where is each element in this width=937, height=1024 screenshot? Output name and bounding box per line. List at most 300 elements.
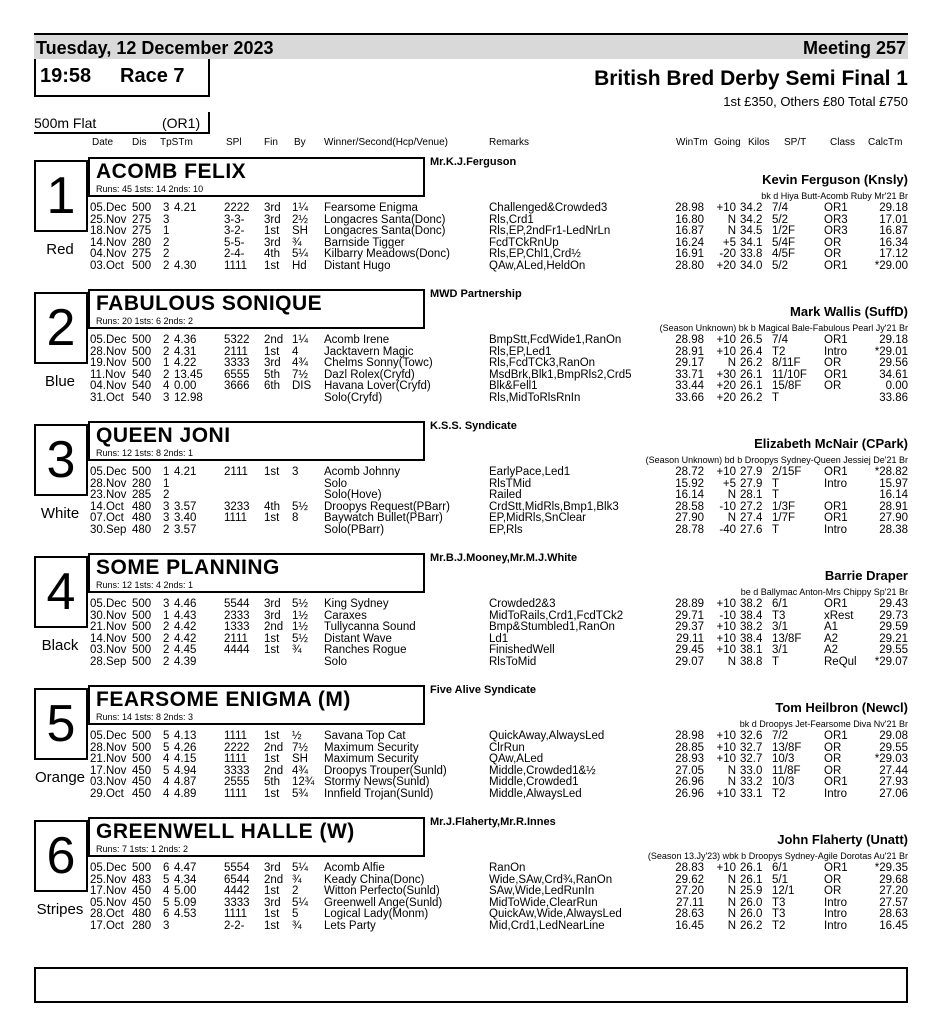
form-date: 28.Nov bbox=[90, 741, 127, 754]
form-by: 5½ bbox=[292, 598, 308, 610]
form-calc: *28.82 bbox=[874, 466, 908, 478]
form-dis: 280 bbox=[132, 477, 152, 490]
form-by: SH bbox=[292, 753, 308, 766]
form-cls: Intro bbox=[824, 919, 848, 932]
trap-number: 1 bbox=[46, 167, 76, 225]
form-win: Solo(PBarr) bbox=[324, 523, 385, 536]
form-cls: OR bbox=[824, 380, 842, 393]
form-by: 3 bbox=[292, 466, 299, 478]
form-fin: 3rd bbox=[264, 236, 281, 249]
form-trap: 2 bbox=[163, 345, 170, 358]
form-dis: 275 bbox=[132, 225, 152, 238]
form-date: 04.Nov bbox=[90, 248, 127, 261]
dog-name-box bbox=[88, 289, 425, 329]
form-spl: 1111 bbox=[224, 512, 248, 525]
form-date: 05.Dec bbox=[90, 466, 127, 478]
form-wt: 33.66 bbox=[675, 391, 704, 404]
form-fin: 2nd bbox=[264, 621, 284, 634]
form-calc: 27.57 bbox=[879, 896, 908, 909]
form-sp: T bbox=[772, 523, 780, 536]
form-row bbox=[34, 393, 908, 405]
form-lines bbox=[34, 467, 908, 537]
form-spl: 2555 bbox=[224, 776, 250, 789]
form-cls: OR1 bbox=[824, 776, 848, 789]
col-by: By bbox=[294, 137, 306, 148]
form-win: Maximum Security bbox=[324, 753, 419, 766]
form-spl: 1111 bbox=[224, 908, 248, 921]
form-wt: 28.80 bbox=[675, 259, 704, 272]
form-dis: 483 bbox=[132, 873, 152, 886]
form-win: Baywatch Bullet(PBarr) bbox=[324, 512, 443, 525]
form-sp: T3 bbox=[772, 609, 786, 622]
form-sp: 10/3 bbox=[772, 753, 795, 766]
form-wt: 16.14 bbox=[675, 489, 704, 502]
form-calc: 27.44 bbox=[879, 764, 908, 777]
form-sp: 7/4 bbox=[772, 202, 788, 214]
form-stm: 4.89 bbox=[174, 787, 197, 800]
trap-colour: White bbox=[40, 505, 80, 522]
form-wt: 28.93 bbox=[675, 753, 704, 766]
form-date: 21.Nov bbox=[90, 753, 127, 766]
form-go: +10 bbox=[716, 598, 736, 610]
form-by: ¾ bbox=[292, 919, 302, 932]
form-win: Tullycanna Sound bbox=[324, 621, 416, 634]
form-stm: 4.26 bbox=[174, 741, 197, 754]
form-fin: 1st bbox=[264, 787, 280, 800]
form-date: 25.Nov bbox=[90, 873, 127, 886]
form-cls: OR1 bbox=[824, 512, 848, 525]
form-kg: 34.5 bbox=[740, 225, 763, 238]
race-time: 19:58 bbox=[40, 65, 92, 87]
form-rem: Crowded2&3 bbox=[489, 598, 556, 610]
form-date: 17.Oct bbox=[90, 919, 124, 932]
form-wt: 16.24 bbox=[675, 236, 704, 249]
form-fin: 1st bbox=[264, 632, 280, 645]
form-wt: 29.45 bbox=[675, 644, 704, 657]
form-go: N bbox=[727, 489, 736, 502]
form-go: +30 bbox=[716, 368, 736, 381]
form-trap: 4 bbox=[163, 787, 170, 800]
form-spl: 1111 bbox=[224, 259, 248, 272]
form-go: N bbox=[727, 919, 736, 932]
dog-name-box bbox=[88, 553, 425, 593]
form-trap: 3 bbox=[163, 391, 170, 404]
form-kg: 26.2 bbox=[740, 391, 763, 404]
form-wt: 28.98 bbox=[675, 202, 704, 214]
form-date: 28.Oct bbox=[90, 908, 124, 921]
form-wt: 29.07 bbox=[675, 655, 704, 668]
dog-name-box bbox=[88, 817, 425, 857]
form-wt: 28.72 bbox=[675, 466, 704, 478]
form-calc: 29.73 bbox=[879, 609, 908, 622]
form-trap: 6 bbox=[163, 862, 170, 874]
form-stm: 4.87 bbox=[174, 776, 197, 789]
form-calc: 29.59 bbox=[879, 621, 908, 634]
form-wt: 28.85 bbox=[675, 741, 704, 754]
form-stm: 4.21 bbox=[174, 202, 197, 214]
form-win: Acomb Johnny bbox=[324, 466, 401, 478]
form-fin: 3rd bbox=[264, 202, 281, 214]
form-by: ¾ bbox=[292, 873, 302, 886]
form-dis: 540 bbox=[132, 391, 152, 404]
form-kg: 26.1 bbox=[740, 368, 763, 381]
form-win: Droopys Request(PBarr) bbox=[324, 500, 450, 513]
form-rem: Wide,SAw,Crd¾,RanOn bbox=[489, 873, 613, 886]
form-wt: 28.98 bbox=[675, 334, 704, 346]
form-trap: 2 bbox=[163, 621, 170, 634]
form-go: +10 bbox=[716, 787, 736, 800]
form-wt: 28.89 bbox=[675, 598, 704, 610]
form-date: 30.Nov bbox=[90, 609, 127, 622]
form-trap: 3 bbox=[163, 598, 170, 610]
form-row bbox=[34, 789, 908, 801]
form-cls: OR bbox=[824, 753, 842, 766]
form-sp: T2 bbox=[772, 345, 786, 358]
form-rem: Bmp&Stumbled1,RanOn bbox=[489, 621, 615, 634]
form-dis: 280 bbox=[132, 919, 152, 932]
form-rem: Rls,EP,Led1 bbox=[489, 345, 552, 358]
form-go: +5 bbox=[722, 236, 736, 249]
form-kg: 38.4 bbox=[740, 632, 763, 645]
form-by: DIS bbox=[292, 380, 312, 393]
form-sp: 6/1 bbox=[772, 598, 788, 610]
form-wt: 29.11 bbox=[676, 632, 704, 645]
form-lines bbox=[34, 335, 908, 405]
form-calc: 15.97 bbox=[879, 477, 908, 490]
form-date: 31.Oct bbox=[90, 391, 124, 404]
meeting-number: Meeting 257 bbox=[802, 38, 906, 58]
form-dis: 500 bbox=[132, 334, 152, 346]
owner: Mr.J.Flaherty,Mr.R.Innes bbox=[430, 816, 556, 828]
form-cls: xRest bbox=[824, 609, 854, 622]
form-dis: 450 bbox=[132, 885, 152, 898]
form-stm: 5.00 bbox=[174, 885, 197, 898]
form-rem: QuickAw,Wide,AlwaysLed bbox=[489, 908, 622, 921]
form-spl: 5554 bbox=[224, 862, 250, 874]
form-sp: 5/2 bbox=[772, 213, 788, 226]
form-wt: 27.11 bbox=[676, 896, 704, 909]
col-class: Class bbox=[830, 137, 856, 148]
form-spl: 2333 bbox=[224, 609, 250, 622]
form-wt: 28.58 bbox=[675, 500, 704, 513]
form-rem: EP,MidRls,SnClear bbox=[489, 512, 586, 525]
form-fin: 1st bbox=[264, 259, 280, 272]
form-date: 17.Nov bbox=[90, 885, 127, 898]
col-calctm: CalcTm bbox=[868, 137, 903, 148]
form-go: +10 bbox=[716, 345, 736, 358]
form-fin: 2nd bbox=[264, 873, 284, 886]
form-cls: OR1 bbox=[824, 598, 848, 610]
form-sp: T2 bbox=[772, 919, 786, 932]
form-by: ¾ bbox=[292, 644, 302, 657]
form-wt: 28.63 bbox=[675, 908, 704, 921]
form-wt: 29.37 bbox=[675, 621, 704, 634]
form-wt: 29.71 bbox=[675, 609, 704, 622]
form-trap: 2 bbox=[163, 334, 170, 346]
form-date: 07.Oct bbox=[90, 512, 124, 525]
form-trap: 2 bbox=[163, 655, 170, 668]
form-row bbox=[34, 203, 908, 215]
form-sp: 6/1 bbox=[772, 862, 788, 874]
form-kg: 26.0 bbox=[740, 908, 763, 921]
form-date: 28.Nov bbox=[90, 477, 127, 490]
form-wt: 16.91 bbox=[675, 248, 704, 261]
trap-colour: Orange bbox=[34, 769, 86, 786]
form-kg: 28.1 bbox=[740, 489, 763, 502]
form-dis: 540 bbox=[132, 380, 152, 393]
dog-name: QUEEN JONI bbox=[96, 424, 231, 447]
form-rem: MidToRails,Crd1,FcdTCk2 bbox=[489, 609, 624, 622]
form-calc: 29.08 bbox=[879, 730, 908, 742]
form-rem: Ld1 bbox=[489, 632, 509, 645]
form-win: Solo bbox=[324, 477, 348, 490]
col-date: Date bbox=[92, 137, 114, 148]
form-cls: OR bbox=[824, 357, 842, 370]
form-wt: 27.90 bbox=[675, 512, 704, 525]
form-rem: Challenged&Crowded3 bbox=[489, 202, 608, 214]
form-stm: 5.09 bbox=[174, 896, 197, 909]
form-by: 5¼ bbox=[292, 248, 308, 261]
form-wt: 16.80 bbox=[675, 213, 704, 226]
form-go: N bbox=[727, 225, 736, 238]
form-cls: OR3 bbox=[824, 225, 848, 238]
trainer: Mark Wallis (SuffD) bbox=[790, 304, 908, 319]
form-sp: 13/8F bbox=[772, 741, 802, 754]
form-by: 1½ bbox=[292, 621, 308, 634]
form-fin: 3rd bbox=[264, 896, 281, 909]
form-kg: 26.4 bbox=[740, 345, 763, 358]
form-calc: *29.03 bbox=[874, 753, 908, 766]
form-spl: 3333 bbox=[224, 764, 250, 777]
form-win: Solo(Hove) bbox=[324, 489, 382, 502]
form-win: King Sydney bbox=[324, 598, 389, 610]
form-kg: 27.6 bbox=[740, 523, 763, 536]
col-winner: Winner/Second(Hcp/Venue) bbox=[324, 137, 448, 148]
form-trap: 3 bbox=[163, 512, 170, 525]
breeding: (Season Unknown) bd b Droopys Sydney-Queen Jessiej De'21 Br bbox=[645, 455, 908, 465]
form-kg: 27.9 bbox=[740, 477, 763, 490]
meeting-header-bar bbox=[34, 33, 908, 59]
form-kg: 34.0 bbox=[740, 259, 763, 272]
form-sp: 7/4 bbox=[772, 334, 788, 346]
form-calc: 29.68 bbox=[879, 873, 908, 886]
form-rem: Rls,Crd1 bbox=[489, 213, 534, 226]
form-spl: 3-3- bbox=[224, 213, 245, 226]
trap-colour: Red bbox=[46, 241, 74, 258]
col-kilos: Kilos bbox=[748, 137, 770, 148]
form-cls: Intro bbox=[824, 908, 848, 921]
form-calc: 0.00 bbox=[885, 380, 908, 393]
form-cls: Intro bbox=[824, 477, 848, 490]
owner: K.S.S. Syndicate bbox=[430, 420, 517, 432]
form-cls: Intro bbox=[824, 896, 848, 909]
form-dis: 480 bbox=[132, 500, 152, 513]
form-dis: 500 bbox=[132, 741, 152, 754]
form-calc: 27.93 bbox=[879, 776, 908, 789]
form-trap: 3 bbox=[163, 500, 170, 513]
form-stm: 4.21 bbox=[174, 466, 197, 478]
form-trap: 2 bbox=[163, 523, 170, 536]
form-sp: T bbox=[772, 655, 780, 668]
form-kg: 38.1 bbox=[740, 644, 763, 657]
form-rem: Blk&Fell1 bbox=[489, 380, 538, 393]
race-prizes: 1st £350, Others £80 Total £750 bbox=[723, 94, 908, 109]
form-go: +10 bbox=[716, 621, 736, 634]
form-rem: QuickAway,AlwaysLed bbox=[489, 730, 605, 742]
form-calc: 29.18 bbox=[879, 202, 908, 214]
form-trap: 4 bbox=[163, 380, 170, 393]
form-win: Witton Perfecto(Sunld) bbox=[324, 885, 440, 898]
form-fin: 1st bbox=[264, 345, 280, 358]
form-trap: 2 bbox=[163, 489, 170, 502]
form-fin: 4th bbox=[264, 248, 280, 261]
form-trap: 3 bbox=[163, 213, 170, 226]
breeding: bk d Hiya Butt-Acomb Ruby Mr'21 Br bbox=[761, 191, 908, 201]
form-date: 14.Nov bbox=[90, 236, 127, 249]
trainer: Tom Heilbron (Newcl) bbox=[775, 700, 908, 715]
form-go: -10 bbox=[719, 500, 736, 513]
form-calc: *29.00 bbox=[874, 259, 908, 272]
form-calc: 28.38 bbox=[879, 523, 908, 536]
form-sp: 1/2F bbox=[772, 225, 796, 238]
form-stm: 4.31 bbox=[174, 345, 197, 358]
form-cls: OR bbox=[824, 764, 842, 777]
form-date: 03.Nov bbox=[90, 776, 127, 789]
form-kg: 38.2 bbox=[740, 621, 763, 634]
form-by: 4¾ bbox=[292, 764, 308, 777]
form-by: 7½ bbox=[292, 368, 308, 381]
form-fin: 3rd bbox=[264, 213, 281, 226]
form-row bbox=[34, 731, 908, 743]
form-win: Barnside Tigger bbox=[324, 236, 405, 249]
form-rem: Railed bbox=[489, 489, 522, 502]
form-rem: RanOn bbox=[489, 862, 526, 874]
form-win: Droopys Trouper(Sunld) bbox=[324, 764, 447, 777]
form-kg: 38.4 bbox=[740, 609, 763, 622]
form-rem: SAw,Wide,LedRunIn bbox=[489, 885, 595, 898]
form-go: +20 bbox=[716, 380, 736, 393]
form-rem: QAw,ALed bbox=[489, 753, 544, 766]
form-calc: 16.14 bbox=[879, 489, 908, 502]
form-calc: *29.35 bbox=[874, 862, 908, 874]
form-trap: 1 bbox=[163, 466, 170, 478]
form-stm: 4.42 bbox=[174, 621, 197, 634]
form-dis: 500 bbox=[132, 609, 152, 622]
trainer: John Flaherty (Unatt) bbox=[777, 832, 908, 847]
form-fin: 1st bbox=[264, 512, 280, 525]
form-calc: 16.45 bbox=[879, 919, 908, 932]
form-sp: 7/2 bbox=[772, 730, 788, 742]
form-sp: T bbox=[772, 477, 780, 490]
race-grade: (OR1) bbox=[162, 115, 201, 131]
form-win: Ranches Rogue bbox=[324, 644, 407, 657]
form-win: Longacres Santa(Donc) bbox=[324, 213, 446, 226]
form-rem: Middle,AlwaysLed bbox=[489, 787, 582, 800]
form-stm: 3.57 bbox=[174, 500, 197, 513]
race-distance: 500m Flat bbox=[34, 115, 97, 131]
form-dis: 450 bbox=[132, 787, 152, 800]
form-lines bbox=[34, 863, 908, 933]
form-trap: 1 bbox=[163, 477, 170, 490]
form-by: 5½ bbox=[292, 500, 308, 513]
form-kg: 38.2 bbox=[740, 598, 763, 610]
form-dis: 500 bbox=[132, 730, 152, 742]
race-title: British Bred Derby Semi Final 1 bbox=[594, 67, 908, 90]
form-kg: 32.7 bbox=[740, 753, 763, 766]
breeding: (Season 13.Jy'23) wbk b Droopys Sydney-Agile Dorotas Au'21 Br bbox=[647, 851, 908, 861]
form-go: +10 bbox=[716, 741, 736, 754]
form-trap: 2 bbox=[163, 236, 170, 249]
form-date: 23.Nov bbox=[90, 489, 127, 502]
form-fin: 3rd bbox=[264, 598, 281, 610]
form-kg: 26.1 bbox=[740, 380, 763, 393]
form-fin: 1st bbox=[264, 753, 280, 766]
form-dis: 450 bbox=[132, 764, 152, 777]
form-kg: 27.4 bbox=[740, 512, 763, 525]
form-by: SH bbox=[292, 225, 308, 238]
form-kg: 34.2 bbox=[740, 213, 763, 226]
form-date: 21.Nov bbox=[90, 621, 127, 634]
form-win: Logical Lady(Monm) bbox=[324, 908, 429, 921]
form-calc: 28.91 bbox=[879, 500, 908, 513]
form-rem: ClrRun bbox=[489, 741, 525, 754]
form-sp: 13/8F bbox=[772, 632, 802, 645]
form-win: Distant Wave bbox=[324, 632, 392, 645]
owner: Mr.B.J.Mooney,Mr.M.J.White bbox=[430, 552, 578, 564]
trap-number: 6 bbox=[46, 827, 76, 885]
form-spl: 3-2- bbox=[224, 225, 245, 238]
form-dis: 500 bbox=[132, 632, 152, 645]
form-by: 7½ bbox=[292, 741, 308, 754]
form-date: 29.Oct bbox=[90, 787, 124, 800]
form-wt: 28.98 bbox=[675, 730, 704, 742]
form-row bbox=[34, 657, 908, 669]
form-win: Solo bbox=[324, 655, 348, 668]
form-date: 05.Dec bbox=[90, 334, 127, 346]
form-lines bbox=[34, 599, 908, 669]
form-calc: 28.63 bbox=[879, 908, 908, 921]
form-spl: 3333 bbox=[224, 357, 250, 370]
form-by: 12¾ bbox=[292, 776, 315, 789]
form-kg: 32.6 bbox=[740, 730, 763, 742]
form-go: N bbox=[727, 357, 736, 370]
form-date: 04.Nov bbox=[90, 380, 127, 393]
form-go: -20 bbox=[719, 248, 736, 261]
form-fin: 2nd bbox=[264, 334, 284, 346]
form-sp: 4/5F bbox=[772, 248, 796, 261]
form-calc: 27.06 bbox=[879, 787, 908, 800]
form-spl: 4444 bbox=[224, 644, 250, 657]
form-date: 30.Sep bbox=[90, 523, 127, 536]
form-date: 05.Dec bbox=[90, 862, 127, 874]
form-spl: 2111 bbox=[224, 466, 248, 478]
form-kg: 33.1 bbox=[740, 787, 763, 800]
form-cls: ReQul bbox=[824, 655, 857, 668]
form-dis: 450 bbox=[132, 896, 152, 909]
form-fin: 2nd bbox=[264, 741, 284, 754]
form-trap: 5 bbox=[163, 896, 170, 909]
form-wt: 28.78 bbox=[675, 523, 704, 536]
form-dis: 500 bbox=[132, 202, 152, 214]
form-win: Solo(Cryfd) bbox=[324, 391, 383, 404]
form-date: 05.Dec bbox=[90, 730, 127, 742]
form-calc: 34.61 bbox=[879, 368, 908, 381]
form-trap: 3 bbox=[163, 919, 170, 932]
form-sp: 11/8F bbox=[772, 764, 801, 777]
form-spl: 2222 bbox=[224, 202, 250, 214]
form-wt: 27.20 bbox=[675, 885, 704, 898]
form-dis: 540 bbox=[132, 368, 152, 381]
